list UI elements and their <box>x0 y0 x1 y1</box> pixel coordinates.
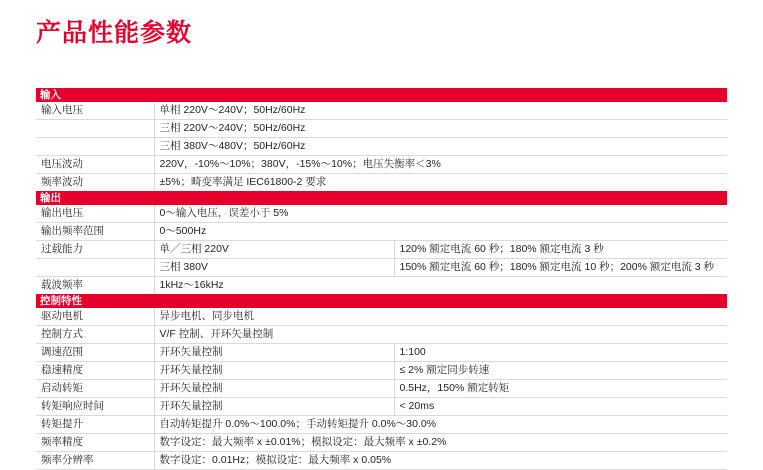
table-row <box>36 102 727 120</box>
table-row <box>36 434 727 452</box>
row-value: 1kHz～16kHz <box>154 277 727 295</box>
section-header-row <box>36 191 727 205</box>
row-value-primary: 开环矢量控制 <box>154 362 394 380</box>
row-label: 转矩提升 <box>36 416 154 434</box>
row-value: 0～输入电压，误差小于 5% <box>154 205 727 223</box>
row-label: 输入电压 <box>36 102 154 120</box>
row-value-primary: 单／三相 220V <box>154 241 394 259</box>
row-value: 单相 220V～240V；50Hz/60Hz <box>154 102 727 120</box>
table-row <box>36 156 727 174</box>
table-row <box>36 308 727 326</box>
table-row <box>36 452 727 470</box>
row-value: 数字设定：最大频率 x ±0.01%；模拟设定：最大频率 x ±0.2% <box>154 434 727 452</box>
table-row <box>36 120 727 138</box>
table-row <box>36 259 727 277</box>
table-row <box>36 344 727 362</box>
row-value: 数字设定：0.01Hz；模拟设定：最大频率 x 0.05% <box>154 452 727 470</box>
table-row <box>36 326 727 344</box>
row-value-primary: 开环矢量控制 <box>154 344 394 362</box>
section-header-row <box>36 294 727 308</box>
row-label: 转矩响应时间 <box>36 398 154 416</box>
row-value-primary: 开环矢量控制 <box>154 380 394 398</box>
page-title: 产品性能参数 <box>36 19 193 47</box>
row-label: 输出电压 <box>36 205 154 223</box>
row-value: 三相 220V～240V；50Hz/60Hz <box>154 120 727 138</box>
table-row <box>36 223 727 241</box>
row-value-secondary: 0.5Hz，150% 额定转矩 <box>394 380 727 398</box>
row-label: 输出频率范围 <box>36 223 154 241</box>
row-value-secondary: 120% 额定电流 60 秒；180% 额定电流 3 秒 <box>394 241 727 259</box>
section-header-row <box>36 88 727 102</box>
row-value-primary: 开环矢量控制 <box>154 398 394 416</box>
row-label <box>36 138 154 156</box>
row-value: V/F 控制、开环矢量控制 <box>154 326 727 344</box>
row-label: 启动转矩 <box>36 380 154 398</box>
row-value: 自动转矩提升 0.0%～100.0%；手动转矩提升 0.0%～30.0% <box>154 416 727 434</box>
row-label: 驱动电机 <box>36 308 154 326</box>
row-label: 电压波动 <box>36 156 154 174</box>
section-heading: 控制特性 <box>36 294 727 308</box>
row-value: 0～500Hz <box>154 223 727 241</box>
table-row <box>36 362 727 380</box>
row-label <box>36 259 154 277</box>
row-value: 220V，-10%～10%；380V，-15%～10%；电压失衡率＜3% <box>154 156 727 174</box>
row-value: ±5%；畸变率满足 IEC61800-2 要求 <box>154 174 727 192</box>
table-row <box>36 398 727 416</box>
row-label: 频率波动 <box>41 176 83 188</box>
row-value: 三相 380V～480V；50Hz/60Hz <box>154 138 727 156</box>
row-label: 调速范围 <box>36 344 154 362</box>
table-row <box>36 174 727 192</box>
section-heading: 输入 <box>36 88 727 102</box>
row-value-secondary: < 20ms <box>394 398 727 416</box>
section-heading: 输出 <box>36 191 727 205</box>
row-label: 过载能力 <box>36 241 154 259</box>
row-label: 频率分辨率 <box>36 452 154 470</box>
specification-table <box>36 88 727 470</box>
table-row <box>36 241 727 259</box>
row-value-secondary: 1:100 <box>394 344 727 362</box>
table-row <box>36 138 727 156</box>
row-value-secondary: 150% 额定电流 60 秒；180% 额定电流 10 秒；200% 额定电流 3 秒 <box>394 259 727 277</box>
table-row <box>36 380 727 398</box>
row-label: 控制方式 <box>36 326 154 344</box>
row-label: 频率精度 <box>36 434 154 452</box>
table-row <box>36 205 727 223</box>
row-label: 载波频率 <box>41 279 83 291</box>
table-row <box>36 277 727 295</box>
row-value: 异步电机、同步电机 <box>154 308 727 326</box>
row-label: 稳速精度 <box>36 362 154 380</box>
row-value-secondary: ≤ 2% 额定同步转速 <box>394 362 727 380</box>
spec-table-body <box>36 88 727 470</box>
table-row <box>36 416 727 434</box>
row-label <box>36 120 154 138</box>
row-value-primary: 三相 380V <box>154 259 394 277</box>
